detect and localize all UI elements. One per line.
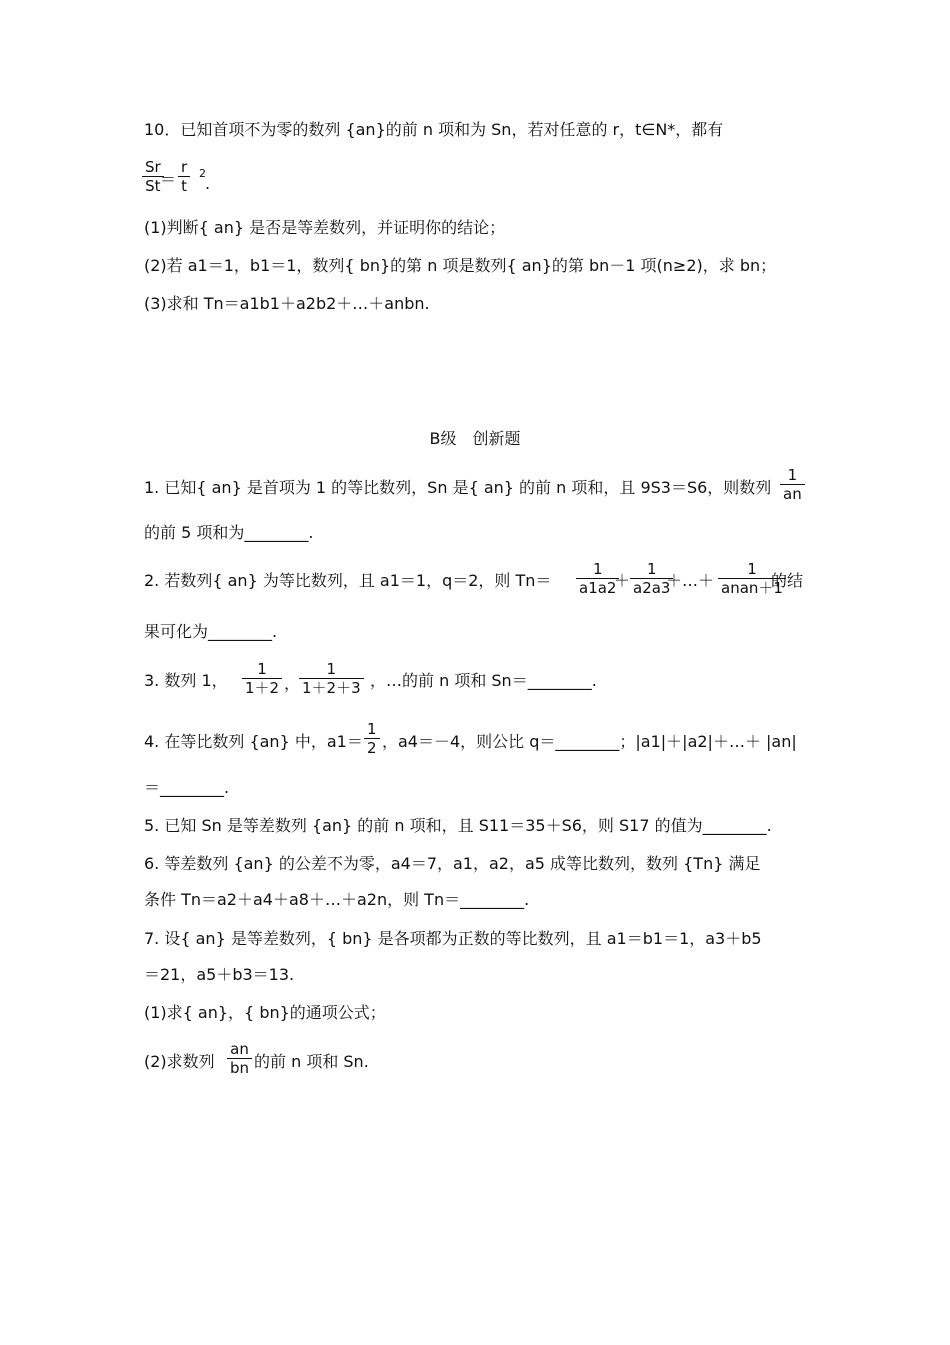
b2-f3-num: 1 bbox=[718, 560, 786, 579]
b7-line1: 7. 设{ an} 是等差数列，{ bn} 是各项都为正数的等比数列，且 a1＝b1＝1，a3＋b5 bbox=[144, 929, 762, 948]
q10-frac2-num: r bbox=[178, 158, 190, 177]
b2-ellipsis: ＋…＋ bbox=[666, 571, 715, 590]
b5-text: 5. 已知 Sn 是等差数列 {an} 的前 n 项和，且 S11＝35＋S6，则 S17 的值为________. bbox=[144, 816, 772, 835]
b6-line1: 6. 等差数列 {an} 的公差不为零，a4＝7，a1，a2，a5 成等比数列，数列 {Tn} 满足 bbox=[144, 854, 761, 873]
b3-prefix: 3. 数列 1， bbox=[144, 671, 228, 690]
q10-part3: (3)求和 Tn＝a1b1＋a2b2＋…＋anbn. bbox=[144, 294, 430, 313]
b3-fraction-2 bbox=[299, 660, 364, 697]
q10-frac2-den: t bbox=[181, 177, 188, 195]
b2-continued: 果可化为________. bbox=[144, 622, 278, 641]
q10-frac-num: Sr bbox=[142, 158, 164, 177]
b3-f2-num: 1 bbox=[299, 660, 364, 679]
b1-fraction bbox=[780, 466, 805, 503]
b4-continued: ＝________. bbox=[144, 778, 230, 797]
b7-part2-prefix: (2)求数列 bbox=[144, 1052, 215, 1071]
q10-line1: 10．已知首项不为零的数列 {an}的前 n 项和为 Sn，若对任意的 r，t∈N*，都有 bbox=[144, 120, 724, 139]
b1-continued: 的前 5 项和为________. bbox=[144, 523, 314, 542]
b2-f2-num: 1 bbox=[630, 560, 673, 579]
b2-suffix: 的结 bbox=[771, 571, 804, 590]
b1-frac-num: 1 bbox=[780, 466, 805, 485]
q10-equals: ＝ bbox=[160, 170, 177, 189]
b1-text: 1. 已知{ an} 是首项为 1 的等比数列，Sn 是{ an} 的前 n 项和，且 9S3＝S6，则数列 bbox=[144, 478, 772, 497]
section-title: B级 创新题 bbox=[429, 429, 521, 448]
b4-frac-num: 1 bbox=[364, 720, 380, 739]
b7-frac-num: an bbox=[227, 1040, 252, 1059]
b3-f1-den: 1＋2 bbox=[245, 679, 280, 697]
b7-fraction bbox=[227, 1040, 252, 1077]
b2-f1-den: a1a2 bbox=[579, 579, 617, 597]
b3-f1-num: 1 bbox=[242, 660, 282, 679]
b4-fraction bbox=[364, 720, 380, 757]
b1-frac-den: an bbox=[783, 485, 802, 503]
b7-frac-den: bn bbox=[230, 1059, 250, 1077]
q10-frac-den: St bbox=[145, 177, 161, 195]
b4-suffix: ，a4＝－4，则公比 q＝________；|a1|＋|a2|＋…＋ |an| bbox=[382, 732, 797, 751]
q10-part2: (2)若 a1＝1，b1＝1，数列{ bn}的第 n 项是数列{ an}的第 bn－1 项(n≥2)，求 bn； bbox=[144, 256, 777, 275]
b2-f3-den: anan＋1 bbox=[721, 579, 783, 597]
q10-period: . bbox=[205, 174, 211, 193]
b2-f2-den: a2a3 bbox=[633, 579, 671, 597]
b2-prefix: 2. 若数列{ an} 为等比数列，且 a1＝1，q＝2，则 Tn＝ bbox=[144, 571, 552, 590]
q10-exponent: 2 bbox=[199, 167, 206, 180]
b2-plus: ＋ bbox=[614, 571, 631, 590]
b2-f1-num: 1 bbox=[576, 560, 619, 579]
b7-part2-suffix: 的前 n 项和 Sn. bbox=[254, 1052, 369, 1071]
b4-frac-den: 2 bbox=[367, 739, 377, 757]
b4-prefix: 4. 在等比数列 {an} 中，a1＝ bbox=[144, 732, 363, 751]
b3-fraction-1 bbox=[242, 660, 282, 697]
b7-line2: ＝21，a5＋b3＝13. bbox=[144, 965, 295, 984]
b2-fraction-1 bbox=[576, 560, 619, 597]
b3-comma: ， bbox=[284, 674, 301, 693]
b3-f2-den: 1＋2＋3 bbox=[302, 679, 361, 697]
b3-suffix: ，…的前 n 项和 Sn＝________. bbox=[370, 671, 597, 690]
q10-part1: (1)判断{ an} 是否是等差数列，并证明你的结论； bbox=[144, 218, 506, 237]
q10-fraction-r-t bbox=[178, 158, 190, 195]
b7-part1: (1)求{ an}，{ bn}的通项公式； bbox=[144, 1003, 386, 1022]
b6-line2: 条件 Tn＝a2＋a4＋a8＋…＋a2n，则 Tn＝________. bbox=[144, 890, 530, 909]
